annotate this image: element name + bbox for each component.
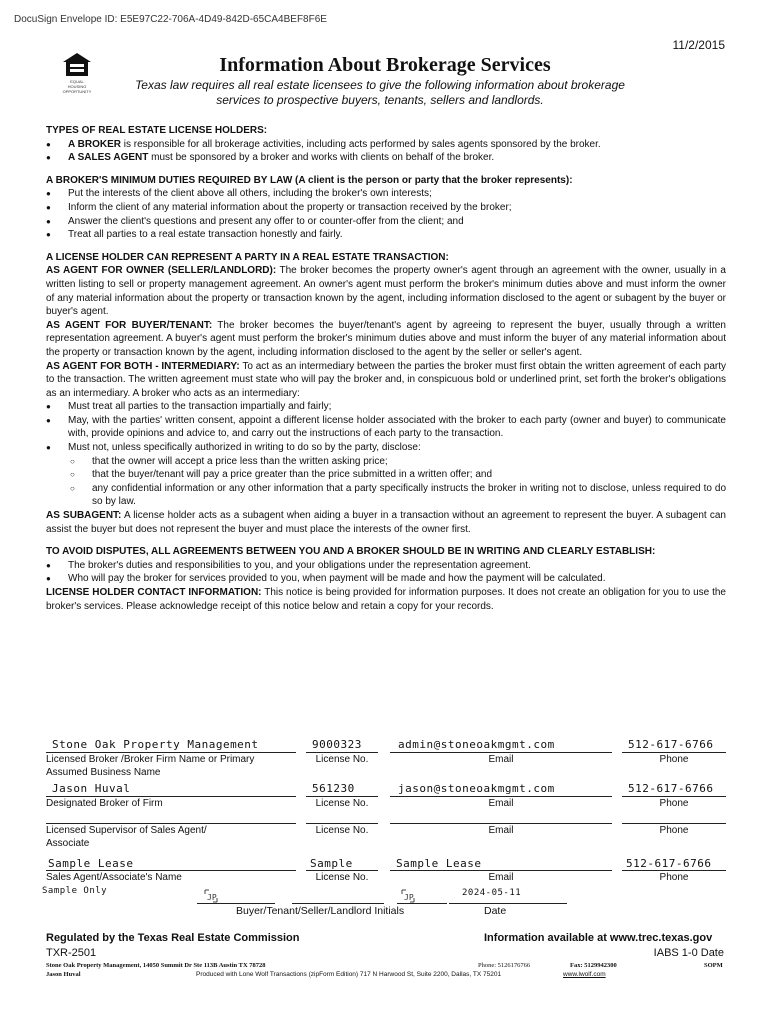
phone-label: Phone xyxy=(659,825,689,836)
broker-license[interactable]: 9000323 xyxy=(312,738,362,751)
office-code: SOPM xyxy=(704,962,723,969)
initials-label: Buyer/Tenant/Seller/Landlord Initials xyxy=(236,905,405,917)
list-item: ● Must treat all parties to the transaction impartially and fairly; xyxy=(46,400,726,414)
designated-broker-name[interactable]: Jason Huval xyxy=(52,782,131,795)
list-item: ● Who will pay the broker for services provided to you, when payment will be made and how the payment will be calculated. xyxy=(46,572,726,586)
designated-broker-label: Designated Broker of Firm xyxy=(46,798,163,809)
broker-firm-name[interactable]: Stone Oak Property Management xyxy=(52,738,259,751)
regulated-by: Regulated by the Texas Real Estate Commission xyxy=(46,932,300,944)
list-item: ● A SALES AGENT must be sponsored by a broker and works with clients on behalf of the broker. xyxy=(46,151,726,165)
email-label: Email xyxy=(488,872,514,883)
designated-broker-phone[interactable]: 512-617-6766 xyxy=(628,782,714,795)
supervisor-label: Licensed Supervisor of Sales Agent/ Associate xyxy=(46,825,207,849)
lwolf-link[interactable]: www.lwolf.com xyxy=(563,971,606,978)
form-number: TXR-2501 xyxy=(46,947,97,959)
page-subtitle: Texas law requires all real estate licensees to give the following information about brokerage services to prospective buyers, tenants, sellers and landlords. xyxy=(135,78,625,107)
produced-with: Produced with Lone Wolf Transactions (zipForm Edition) 717 N Harwood St, Suite 2200, Dallas, TX 75201 xyxy=(196,971,502,978)
license-label: License No. xyxy=(315,872,369,883)
svg-text:JP: JP xyxy=(207,893,217,902)
phone-label: Phone xyxy=(659,754,689,765)
broker-email[interactable]: admin@stoneoakmgmt.com xyxy=(398,738,555,751)
office-phone: Phone: 5126176766 xyxy=(478,962,531,969)
email-label: Email xyxy=(488,798,514,809)
agent-for-owner: AS AGENT FOR OWNER (SELLER/LANDLORD): The broker becomes the property owner's agent through an agreement with the owner, usually in a written listing to sell or property management agreement. An owner's agent must perform the broker's minimum duties above and must inform the owner of any material information about the property or transaction known by the agent, including information disclosed to the agent or subagent by the buyer or buyer's agent. xyxy=(46,265,726,318)
sales-agent-license[interactable]: Sample xyxy=(310,857,353,870)
designated-broker-license[interactable]: 561230 xyxy=(312,782,355,795)
iabs-date: IABS 1-0 Date xyxy=(653,947,724,959)
disputes-list xyxy=(46,559,726,586)
document-date: 11/2/2015 xyxy=(672,38,725,52)
list-item: ○ that the owner will accept a price less than the written asking price; xyxy=(46,455,726,469)
list-item: ● A BROKER is responsible for all brokerage activities, including acts performed by sales agents sponsored by the broker. xyxy=(46,138,726,152)
list-item: ● Answer the client's questions and present any offer to or counter-offer from the client; and xyxy=(46,215,726,229)
sample-only-note: Sample Only xyxy=(42,886,108,896)
agent-for-both: AS AGENT FOR BOTH - INTERMEDIARY: To act as an intermediary between the parties the broker must first obtain the written agreement of each party to the transaction. The written agreement must state who will pay the broker and, in conspicuous bold or underlined print, set forth the broker's obligations as an intermediary. A broker who acts as an intermediary: xyxy=(46,360,727,399)
represent-heading: A LICENSE HOLDER CAN REPRESENT A PARTY IN A REAL ESTATE TRANSACTION: xyxy=(46,251,449,263)
duties-list xyxy=(46,187,726,241)
types-list xyxy=(46,138,726,165)
broker-phone[interactable]: 512-617-6766 xyxy=(628,738,714,751)
date-label: Date xyxy=(484,905,507,917)
sales-agent-name[interactable]: Sample Lease xyxy=(48,857,134,870)
list-item: ● Treat all parties to a real estate transaction honestly and fairly. xyxy=(46,228,726,242)
license-label: License No. xyxy=(315,754,369,765)
office-address: Stone Oak Property Management, 14050 Summit Dr Ste 113B Austin TX 78728 xyxy=(46,962,266,969)
broker-name-label: Licensed Broker /Broker Firm Name or Primary Assumed Business Name xyxy=(46,754,255,778)
email-label: Email xyxy=(488,825,514,836)
disputes-heading: TO AVOID DISPUTES, ALL AGREEMENTS BETWEEN YOU AND A BROKER SHOULD BE IN WRITING AND CLEARLY ESTABLISH: xyxy=(46,546,656,558)
list-item: ○ any confidential information or any other information that a party specifically instructs the broker in writing not to disclose, unless required to do so by law. xyxy=(46,482,726,509)
intermediary-list xyxy=(46,400,726,454)
document-body xyxy=(46,124,726,613)
logo-text: EQUAL HOUSING OPPORTUNITY xyxy=(62,79,92,94)
agent-name: Jason Huval xyxy=(46,971,81,978)
types-heading: TYPES OF REAL ESTATE LICENSE HOLDERS: xyxy=(46,125,268,136)
list-item: ● May, with the parties' written consent, appoint a different license holder associated with the broker to each party (owner and buyer) to communicate with, provide opinions and advice to, and carry out the instructions of each party to the transaction. xyxy=(46,414,726,441)
list-item: ● Must not, unless specifically authorized in writing to do so by the party, disclose: xyxy=(46,441,726,455)
sales-agent-label: Sales Agent/Associate's Name xyxy=(46,872,182,883)
license-label: License No. xyxy=(315,825,369,836)
duties-heading: A BROKER'S MINIMUM DUTIES REQUIRED BY LAW (A client is the person or party that the broker represents): xyxy=(46,174,573,186)
email-label: Email xyxy=(488,754,514,765)
phone-label: Phone xyxy=(659,872,689,883)
svg-text:JP: JP xyxy=(404,893,414,902)
disclose-list xyxy=(46,455,726,509)
subagent: AS SUBAGENT: A license holder acts as a subagent when aiding a buyer in a transaction without an agreement to represent the buyer. A subagent can assist the buyer but does not represent the buyer and must place the interests of the owner first. xyxy=(46,510,726,535)
designated-broker-email[interactable]: jason@stoneoakmgmt.com xyxy=(398,782,555,795)
list-item: ● Put the interests of the client above all others, including the broker's own interests; xyxy=(46,187,726,201)
initials-date[interactable]: 2024-05-11 xyxy=(462,888,522,898)
sales-agent-email[interactable]: Sample Lease xyxy=(396,857,482,870)
list-item: ● The broker's duties and responsibilities to you, and your obligations under the representation agreement. xyxy=(46,559,726,573)
initials-icon[interactable] xyxy=(400,888,414,902)
office-fax: Fax: 5129942300 xyxy=(570,962,617,969)
page-title: Information About Brokerage Services xyxy=(219,54,551,76)
info-available: Information available at www.trec.texas.gov xyxy=(484,932,713,944)
sales-agent-phone[interactable]: 512-617-6766 xyxy=(626,857,712,870)
phone-label: Phone xyxy=(659,798,689,809)
envelope-id: DocuSign Envelope ID: E5E97C22-706A-4D49-842D-65CA4BEF8F6E xyxy=(14,14,327,25)
list-item: ○ that the buyer/tenant will pay a price greater than the price submitted in a written offer; and xyxy=(46,468,726,482)
contact-info: LICENSE HOLDER CONTACT INFORMATION: This notice is being provided for information purposes. It does not create an obligation for you to use the broker's services. Please acknowledge receipt of this notice below and retain a copy for your records. xyxy=(46,587,726,612)
initials-icon[interactable] xyxy=(203,888,217,902)
license-label: License No. xyxy=(315,798,369,809)
list-item: ● Inform the client of any material information about the property or transaction received by the broker; xyxy=(46,201,726,215)
agent-for-buyer: AS AGENT FOR BUYER/TENANT: The broker becomes the buyer/tenant's agent by agreeing to represent the buyer, usually through a written representation agreement. A buyer's agent must perform the broker's minimum duties above and must inform the buyer of any material information about the property or transaction known by the agent, including information disclosed to the agent by the seller or seller's agent. xyxy=(46,319,726,358)
